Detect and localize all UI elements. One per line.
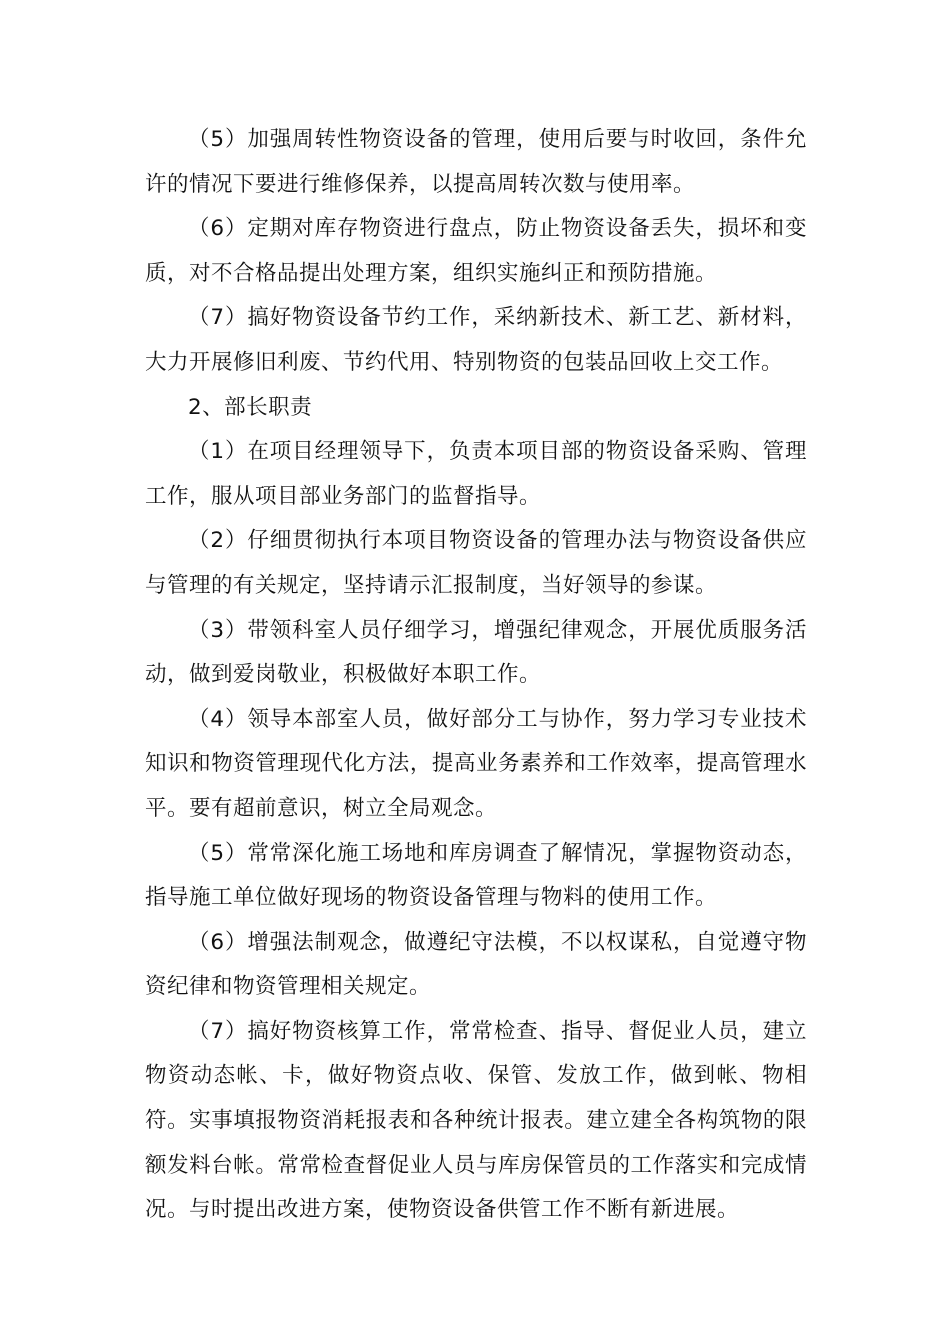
paragraph-5-site-survey: （5）常常深化施工场地和库房调查了解情况，掌握物资动态，指导施工单位做好现场的物资设备管理与物料的使用工作。 <box>145 840 807 911</box>
paragraph-6-inventory-check: （6）定期对库存物资进行盘点，防止物资设备丢失，损坏和变质，对不合格品提出处理方案，组织实施纠正和预防措施。 <box>145 216 807 286</box>
paragraph-6-legal-awareness: （6）增强法制观念，做遵纪守法模，不以权谋私，自觉遵守物资纪律和物资管理相关规定。 <box>145 929 807 1000</box>
paragraph-3-team-study: （3）带领科室人员仔细学习，增强纪律观念，开展优质服务活动，做到爱岗敬业，积极做好本职工作。 <box>145 617 807 688</box>
paragraph-1-leadership: （1）在项目经理领导下，负责本项目部的物资设备采购、管理工作，服从项目部业务部门的监督指导。 <box>145 439 807 509</box>
paragraph-2-implementation: （2）仔细贯彻执行本项目物资设备的管理办法与物资设备供应与管理的有关规定，坚持请示汇报制度，当好领导的参谋。 <box>145 528 807 598</box>
paragraph-7-material-saving: （7）搞好物资设备节约工作，采纳新技术、新工艺、新材料，大力开展修旧利废、节约代用、特别物资的包装品回收上交工作。 <box>145 305 807 375</box>
section-heading-minister-duties: 2、部长职责 <box>188 394 313 420</box>
paragraph-4-staff-coordination: （4）领导本部室人员，做好部分工与协作，努力学习专业技术知识和物资管理现代化方法，提高业务素养和工作效率，提高管理水平。要有超前意识，树立全局观念。 <box>145 706 807 821</box>
paragraph-5-periodic-equipment: （5）加强周转性物资设备的管理，使用后要与时收回，条件允许的情况下要进行维修保养，以提高周转次数与使用率。 <box>145 127 807 197</box>
paragraph-7-accounting: （7）搞好物资核算工作，常常检查、指导、督促业人员，建立物资动态帐、卡，做好物资点收、保管、发放工作，做到帐、物相符。实事填报物资消耗报表和各种统计报表。建立建全各构筑物的限额发料台帐。常常检查督促业人员与库房保管员的工作落实和完成情况。与时提出改进方案，使物资设备供管工作不断有新进展。 <box>145 1018 807 1223</box>
document-body <box>145 118 807 1233</box>
